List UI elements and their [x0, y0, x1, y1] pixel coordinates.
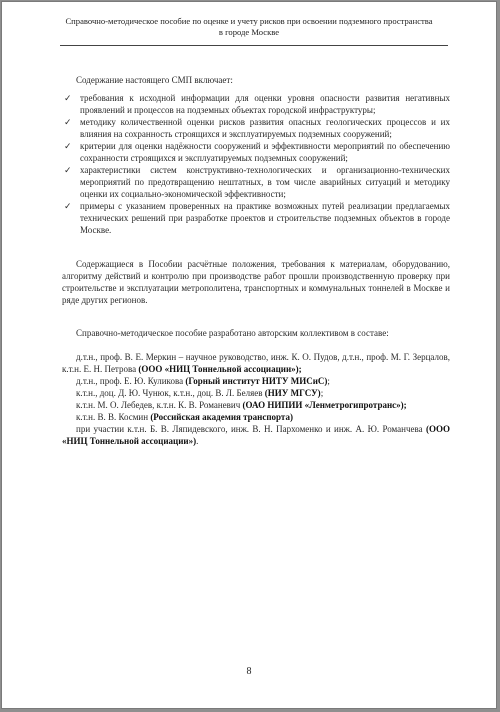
authors-intro: Справочно-методическое пособие разработано авторским коллективом в составе: — [76, 328, 389, 338]
author-names: к.т.н., доц. Д. Ю. Чунюк, к.т.н., доц. В. Л. Беляев — [76, 388, 265, 398]
list-item — [64, 116, 450, 140]
list-item-text: примеры с указанием проверенных на практике возможных путей реализации предлагаемых технических решений при разработке проектов и строительстве подземных объектов в городе Москве. — [80, 201, 450, 235]
author-organization: (ОАО НИПИИ «Ленметрогипротранс»); — [242, 400, 407, 410]
checkmark-icon: ✓ — [64, 165, 72, 175]
authors-list — [62, 351, 450, 447]
author-organization: (Российская академия транспорта) — [150, 412, 293, 422]
running-header — [60, 16, 438, 38]
author-names: д.т.н., проф. В. Е. Меркин – научное руководство, инж. К. О. Пудов, д.т.н., проф. М. Г. Зерцалов, к.т.н. Е. Н. Петрова — [62, 352, 450, 374]
checkmark-icon: ✓ — [64, 117, 72, 127]
list-item — [64, 164, 450, 200]
header-line-2: в городе Москве — [218, 27, 280, 37]
document-page — [2, 2, 496, 708]
author-organization: (ООО «НИЦ Тоннельной ассоциации») — [62, 424, 450, 446]
list-item-text: критерии для оценки надёжности сооружений и эффективности мероприятий по обеспечению сохранности строящихся и эксплуатируемых подземных сооружений; — [80, 141, 450, 163]
header-rule — [60, 45, 448, 46]
author-names: к.т.н. В. В. Космин — [76, 412, 151, 422]
list-item — [64, 200, 450, 236]
author-entry — [62, 411, 450, 423]
list-item — [64, 140, 450, 164]
author-names: д.т.н., проф. Е. Ю. Куликова — [76, 376, 186, 386]
author-tail: ; — [298, 364, 302, 374]
checkmark-icon: ✓ — [64, 201, 72, 211]
author-names: при участии к.т.н. Б. В. Ляпидевского, инж. В. Н. Пархоменко и инж. А. Ю. Романчева — [76, 424, 426, 434]
author-tail: ; — [320, 388, 324, 398]
list-item — [64, 92, 450, 116]
validation-paragraph: Содержащиеся в Пособии расчётные положения, требования к материалам, оборудованию, алгоритму действий и контролю при производстве работ прошли производственную проверку при строительстве и эксплуатации метрополитена, транспортных и коммунальных тоннелей в Москве и ряде других регионов. — [62, 259, 450, 305]
list-item-text: характеристики систем конструктивно-технологических и организационно-технических мероприятий по предотвращению нештатных, в том числе аварийных ситуаций и методику оценки их социально-экономической эффективности; — [80, 165, 450, 199]
author-entry — [62, 423, 450, 447]
checkmark-icon: ✓ — [64, 141, 72, 151]
author-names: к.т.н. М. О. Лебедев, к.т.н. К. В. Романевич — [76, 400, 243, 410]
author-organization: (Горный институт НИТУ МИСиС) — [185, 376, 328, 386]
contents-list — [64, 92, 450, 236]
list-item-text: методику количественной оценки рисков развития опасных геологических процессов и их влияния на сохранность строящихся и эксплуатируемых подземных сооружений; — [80, 117, 450, 139]
checkmark-icon: ✓ — [64, 93, 72, 103]
author-organization: (ООО «НИЦ Тоннельной ассоциации») — [138, 364, 299, 374]
author-organization: (НИУ МГСУ) — [264, 388, 321, 398]
header-line-1: Справочно-методическое пособие по оценке и учету рисков при освоении подземного пространства — [65, 16, 433, 26]
list-item-text: требования к исходной информации для оценки уровня опасности развития негативных проявлений и процессов на подземных объектах городской инфраструктуры; — [80, 93, 450, 115]
author-tail: ; — [327, 376, 330, 386]
intro-line: Содержание настоящего СМП включает: — [76, 75, 233, 85]
author-entry — [62, 375, 450, 387]
author-tail: . — [196, 436, 199, 446]
author-entry — [62, 351, 450, 375]
page-number: 8 — [246, 666, 252, 677]
author-entry — [62, 387, 450, 399]
author-entry — [62, 399, 450, 411]
